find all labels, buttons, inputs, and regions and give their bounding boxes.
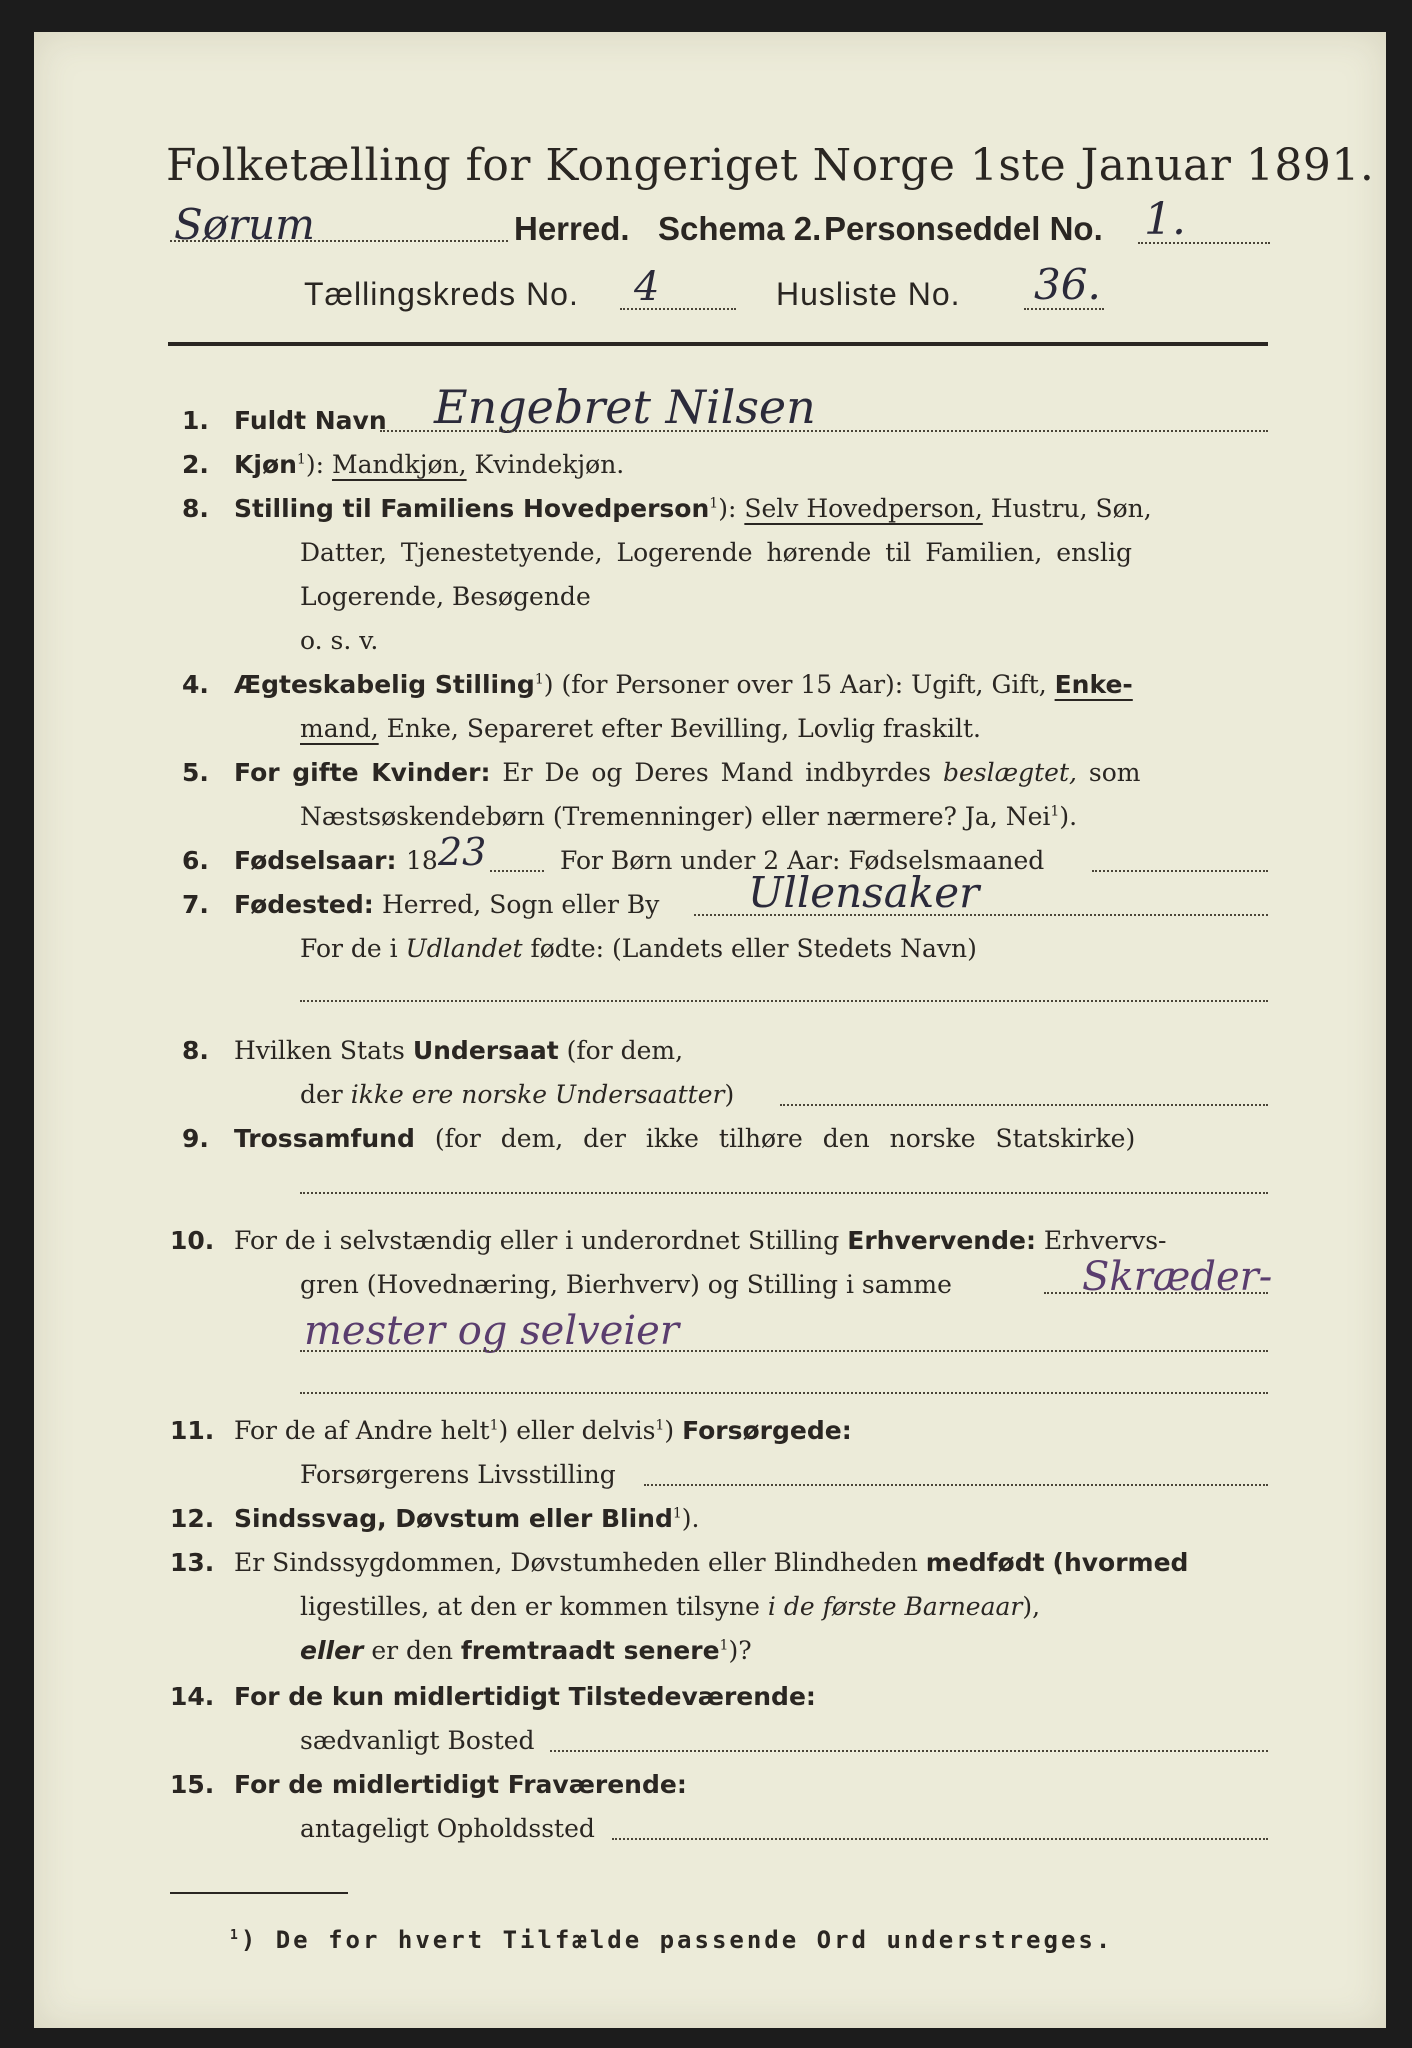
- q5-end: ).: [1059, 802, 1078, 831]
- q12-end: ).: [681, 1504, 700, 1533]
- q7-rest: Herred, Sogn eller By: [382, 890, 660, 919]
- herred-value: Sørum: [174, 200, 316, 249]
- q5-text-a: Er De og Deres Mand indbyrdes: [502, 758, 932, 787]
- q8-rest: (for dem,: [566, 1036, 684, 1065]
- q10-answer-occupation-2: mester og selveier: [304, 1308, 679, 1354]
- q3-close: ):: [718, 494, 737, 523]
- q14-line1: For de kun midlertidigt Tilstedeværende:: [234, 1682, 816, 1711]
- q13-line1-c: (hvormed: [1052, 1548, 1189, 1577]
- q15-line1: For de midlertidigt Fraværende:: [234, 1770, 687, 1799]
- q5-text-b: beslægtet,: [943, 758, 1077, 787]
- personseddel-value: 1.: [1144, 194, 1186, 245]
- q13-line3-b: er den: [371, 1636, 453, 1665]
- q10-line1-b: Erhvervende:: [847, 1226, 1036, 1255]
- q5-label: For gifte Kvinder:: [234, 758, 491, 787]
- q13-line3: [300, 1636, 752, 1665]
- q14-number: 14.: [170, 1682, 215, 1711]
- q6-answer-year: 23: [438, 830, 487, 874]
- q12-label: Sindssvag, Døvstum eller Blind: [234, 1504, 673, 1533]
- q10-line1: [234, 1226, 1166, 1255]
- q12-number: 12.: [170, 1504, 215, 1533]
- q11-line1-d: Forsørgede:: [682, 1416, 852, 1445]
- q12-sup: 1: [672, 1505, 682, 1522]
- kreds-label: Tællingskreds No.: [304, 276, 579, 312]
- q10-line2: gren (Hovednæring, Bierhverv) og Stilling i samme: [300, 1270, 952, 1299]
- q10-number: 10.: [170, 1226, 215, 1255]
- q11-line1-b: ) eller delvis: [498, 1416, 656, 1445]
- q4-option-selected-b: mand,: [300, 714, 379, 743]
- census-form: [34, 32, 1386, 2028]
- q5-number: 5.: [182, 758, 209, 787]
- q5-sup: 1: [1050, 803, 1060, 820]
- q7-answer-birthplace: Ullensaker: [748, 868, 980, 917]
- q13-line1-b: medfødt: [925, 1548, 1045, 1577]
- q13-number: 13.: [170, 1548, 215, 1577]
- q2-label: Kjøn: [234, 450, 297, 479]
- husliste-label: Husliste No.: [776, 276, 961, 312]
- q13-line2-a: ligestilles, at den er kommen tilsyne: [300, 1592, 760, 1621]
- kreds-value: 4: [634, 264, 660, 310]
- q7-number: 7.: [182, 890, 209, 919]
- q11-line1: [234, 1416, 852, 1445]
- q13-line3-c: fremtraadt senere: [460, 1636, 720, 1665]
- q13-line1-a: Er Sindssygdommen, Døvstumheden eller Blindheden: [234, 1548, 918, 1577]
- q10-answer-occupation-1: Skræder-: [1082, 1254, 1273, 1300]
- q4-number: 4.: [182, 670, 209, 699]
- q11-number: 11.: [170, 1416, 215, 1445]
- q4-line1-text: ) (for Personer over 15 Aar): Ugift, Gift,: [543, 670, 1047, 699]
- q8-line1: [234, 1036, 683, 1065]
- q7-line2-a: For de i: [300, 934, 398, 963]
- q3-line4: o. s. v.: [300, 626, 379, 655]
- q6-number: 6.: [182, 846, 209, 875]
- q9-rest: (for dem, der ikke tilhøre den norske Statskirke): [434, 1124, 1136, 1153]
- q7-line2-c: fødte: (Landets eller Stedets Navn): [530, 934, 977, 963]
- q8-label-b: Undersaat: [412, 1036, 559, 1065]
- q3-label: Stilling til Familiens Hovedperson: [234, 494, 710, 523]
- q13-line2-b: i de første Barneaar: [767, 1592, 1023, 1621]
- q7-label: Fødested:: [234, 890, 374, 919]
- footnote-rule: [170, 1892, 348, 1894]
- q1-answer-full-name: Engebret Nilsen: [434, 380, 816, 434]
- q11-line1-a: For de af Andre helt: [234, 1416, 490, 1445]
- q4-sup: 1: [534, 671, 544, 688]
- herred-label: Herred.: [514, 210, 630, 247]
- q8-label: Hvilken Stats: [234, 1036, 405, 1065]
- q11-line2: Forsørgerens Livsstilling: [300, 1460, 616, 1489]
- footnote-text: ) De for hvert Tilfælde passende Ord understreges.: [240, 1926, 1114, 1954]
- q2-number: 2.: [182, 450, 209, 479]
- q12-line1: [234, 1504, 700, 1533]
- q13-line3-d: )?: [728, 1636, 752, 1665]
- q8-line2: [300, 1080, 734, 1109]
- q3-line1: [234, 494, 1152, 523]
- q13-line2-c: ),: [1022, 1592, 1041, 1621]
- footnote-sup: 1: [230, 1928, 241, 1943]
- q8-number: 8.: [182, 1036, 209, 1065]
- q11-sup-a: 1: [489, 1417, 499, 1434]
- q2-sup: 1: [296, 451, 306, 468]
- q8-line2-a: der: [300, 1080, 343, 1109]
- q2-line: [234, 450, 624, 479]
- q7-line2-b: Udlandet: [405, 934, 523, 963]
- q10-line1-c: Erhvervs-: [1043, 1226, 1167, 1255]
- form-title: Folketælling for Kongeriget Norge 1ste Januar 1891.: [166, 140, 1375, 191]
- header-divider: [168, 342, 1268, 346]
- q13-line1: [234, 1548, 1188, 1577]
- q4-line1: [234, 670, 1133, 699]
- q6-label: Fødselsaar:: [234, 846, 397, 875]
- q5-line1: [234, 758, 1141, 787]
- q3-line2: Datter, Tjenestetyende, Logerende hørende til Familien, enslig: [300, 538, 1133, 567]
- q13-line3-a: eller: [300, 1636, 364, 1665]
- q5-text-c: som: [1088, 758, 1141, 787]
- q6-prefix: 18: [406, 846, 438, 875]
- q4-option-selected-a: Enke-: [1054, 670, 1133, 699]
- q3-option-selected: Selv Hovedperson,: [744, 494, 983, 523]
- q3-number: 8.: [182, 494, 209, 523]
- schema-label: Schema 2.: [658, 210, 822, 247]
- q2-option-kvindekjon: Kvindekjøn.: [474, 450, 625, 479]
- q11-sup-b: 1: [655, 1417, 665, 1434]
- q4-line2-text: Enke, Separeret efter Bevilling, Lovlig fraskilt.: [386, 714, 981, 743]
- q15-line2: antageligt Opholdssted: [300, 1814, 595, 1843]
- q4-line2: [300, 714, 981, 743]
- q3-sup: 1: [709, 495, 719, 512]
- q5-line2-text: Næstsøskendebørn (Tremenninger) eller nærmere? Ja, Nei: [300, 802, 1051, 831]
- q8-line2-b: ikke ere norske Undersaatter: [350, 1080, 725, 1109]
- q11-line1-c: ): [664, 1416, 675, 1445]
- q3-line3: Logerende, Besøgende: [300, 582, 591, 611]
- q14-line2: sædvanligt Bosted: [300, 1726, 535, 1755]
- q9-line1: [234, 1124, 1135, 1153]
- q1-number: 1.: [182, 406, 209, 435]
- footnote: [230, 1926, 1113, 1954]
- q3-options-rest: Hustru, Søn,: [990, 494, 1152, 523]
- q10-line1-a: For de i selvstændig eller i underordnet Stilling: [234, 1226, 840, 1255]
- q8-line2-c: ): [724, 1080, 735, 1109]
- q1-label: Fuldt Navn: [234, 406, 387, 435]
- q9-label: Trossamfund: [234, 1124, 415, 1153]
- q13-sup: 1: [719, 1637, 729, 1654]
- q15-number: 15.: [170, 1770, 215, 1799]
- q2-option-mandkjon-selected: Mandkjøn,: [331, 450, 467, 479]
- q9-number: 9.: [182, 1124, 209, 1153]
- q6-rest: For Børn under 2 Aar: Fødselsmaaned: [560, 846, 1045, 875]
- q5-line2: [300, 802, 1077, 831]
- q7-line2: [300, 934, 977, 963]
- personseddel-label: Personseddel No.: [824, 210, 1103, 247]
- q13-line2: [300, 1592, 1040, 1621]
- husliste-value: 36.: [1034, 260, 1101, 309]
- q2-close: ):: [305, 450, 325, 479]
- q4-label: Ægteskabelig Stilling: [234, 670, 535, 699]
